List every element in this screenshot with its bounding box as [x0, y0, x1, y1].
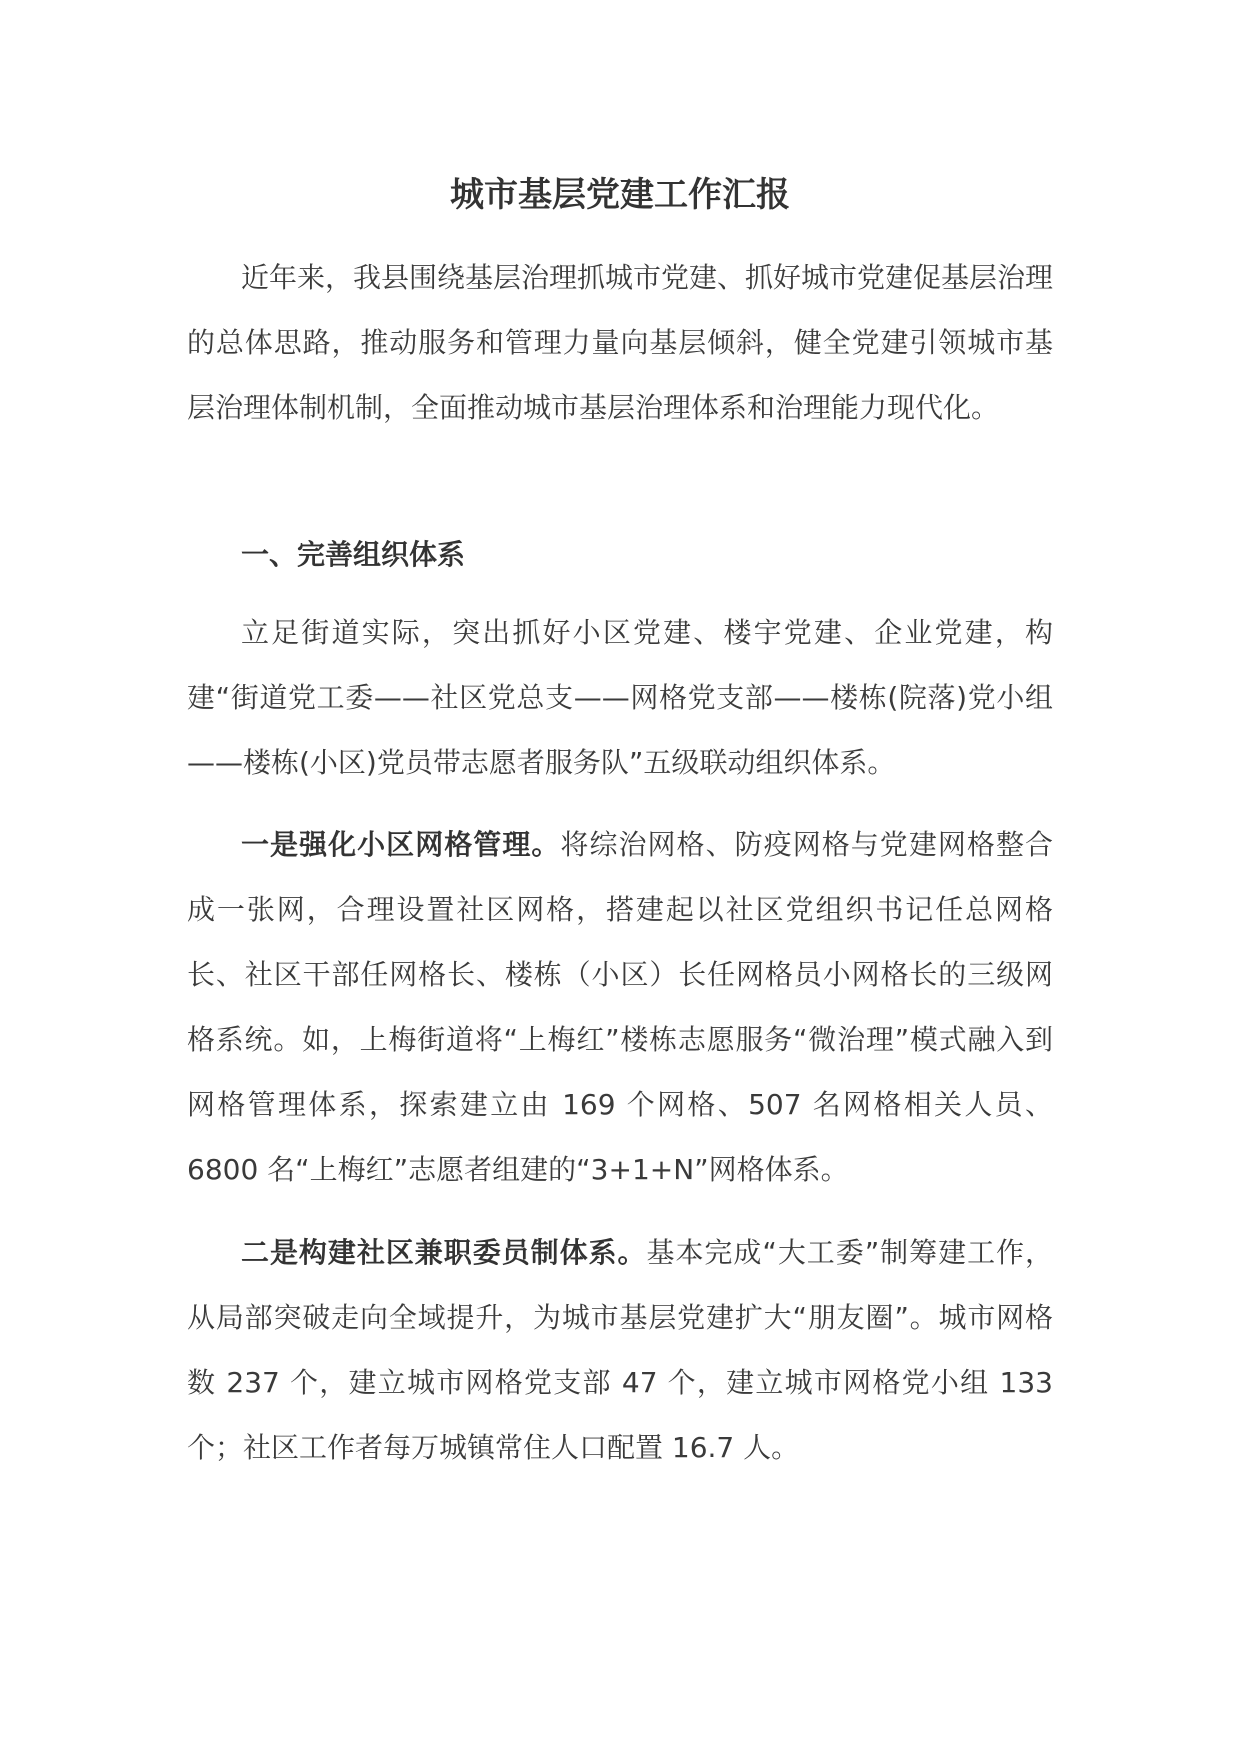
intro-paragraph: 近年来，我县围绕基层治理抓城市党建、抓好城市党建促基层治理的总体思路，推动服务和管理力量向基层倾斜，健全党建引领城市基层治理体制机制，全面推动城市基层治理体系和治理能力现代化。 — [187, 261, 1054, 424]
point-one-paragraph — [187, 812, 1053, 1202]
point-two-paragraph — [187, 1220, 1053, 1480]
point-two-lead: 二是构建社区兼职委员制体系。 — [241, 1236, 647, 1269]
section-heading: 一、完善组织体系 — [241, 538, 466, 571]
point-one-lead: 一是强化小区网格管理。 — [241, 828, 561, 861]
point-two-text: 基本完成“大工委”制筹建工作，从局部突破走向全域提升，为城市基层党建扩大“朋友圈”。城市网格数 237 个，建立城市网格党支部 47 个，建立城市网格党小组 133 个；社区工作者每万城镇常住人口配置 16.7 人。 — [187, 1236, 1053, 1464]
point-one-text: 将综治网格、防疫网格与党建网格整合成一张网，合理设置社区网格，搭建起以社区党组织书记任总网格长、社区干部任网格长、楼栋（小区）长任网格员小网格长的三级网格系统。如，上梅街道将“上梅红”楼栋志愿服务“微治理”模式融入到网格管理体系，探索建立由 169 个网格、507 名网格相关人员、6800 名“上梅红”志愿者组建的“3+1+N”网格体系。 — [187, 828, 1053, 1186]
document-title: 城市基层党建工作汇报 — [450, 175, 790, 215]
section-body-paragraph: 立足街道实际，突出抓好小区党建、楼宇党建、企业党建，构建“街道党工委——社区党总支——网格党支部——楼栋(院落)党小组——楼栋(小区)党员带志愿者服务队”五级联动组织体系。 — [187, 616, 1053, 779]
